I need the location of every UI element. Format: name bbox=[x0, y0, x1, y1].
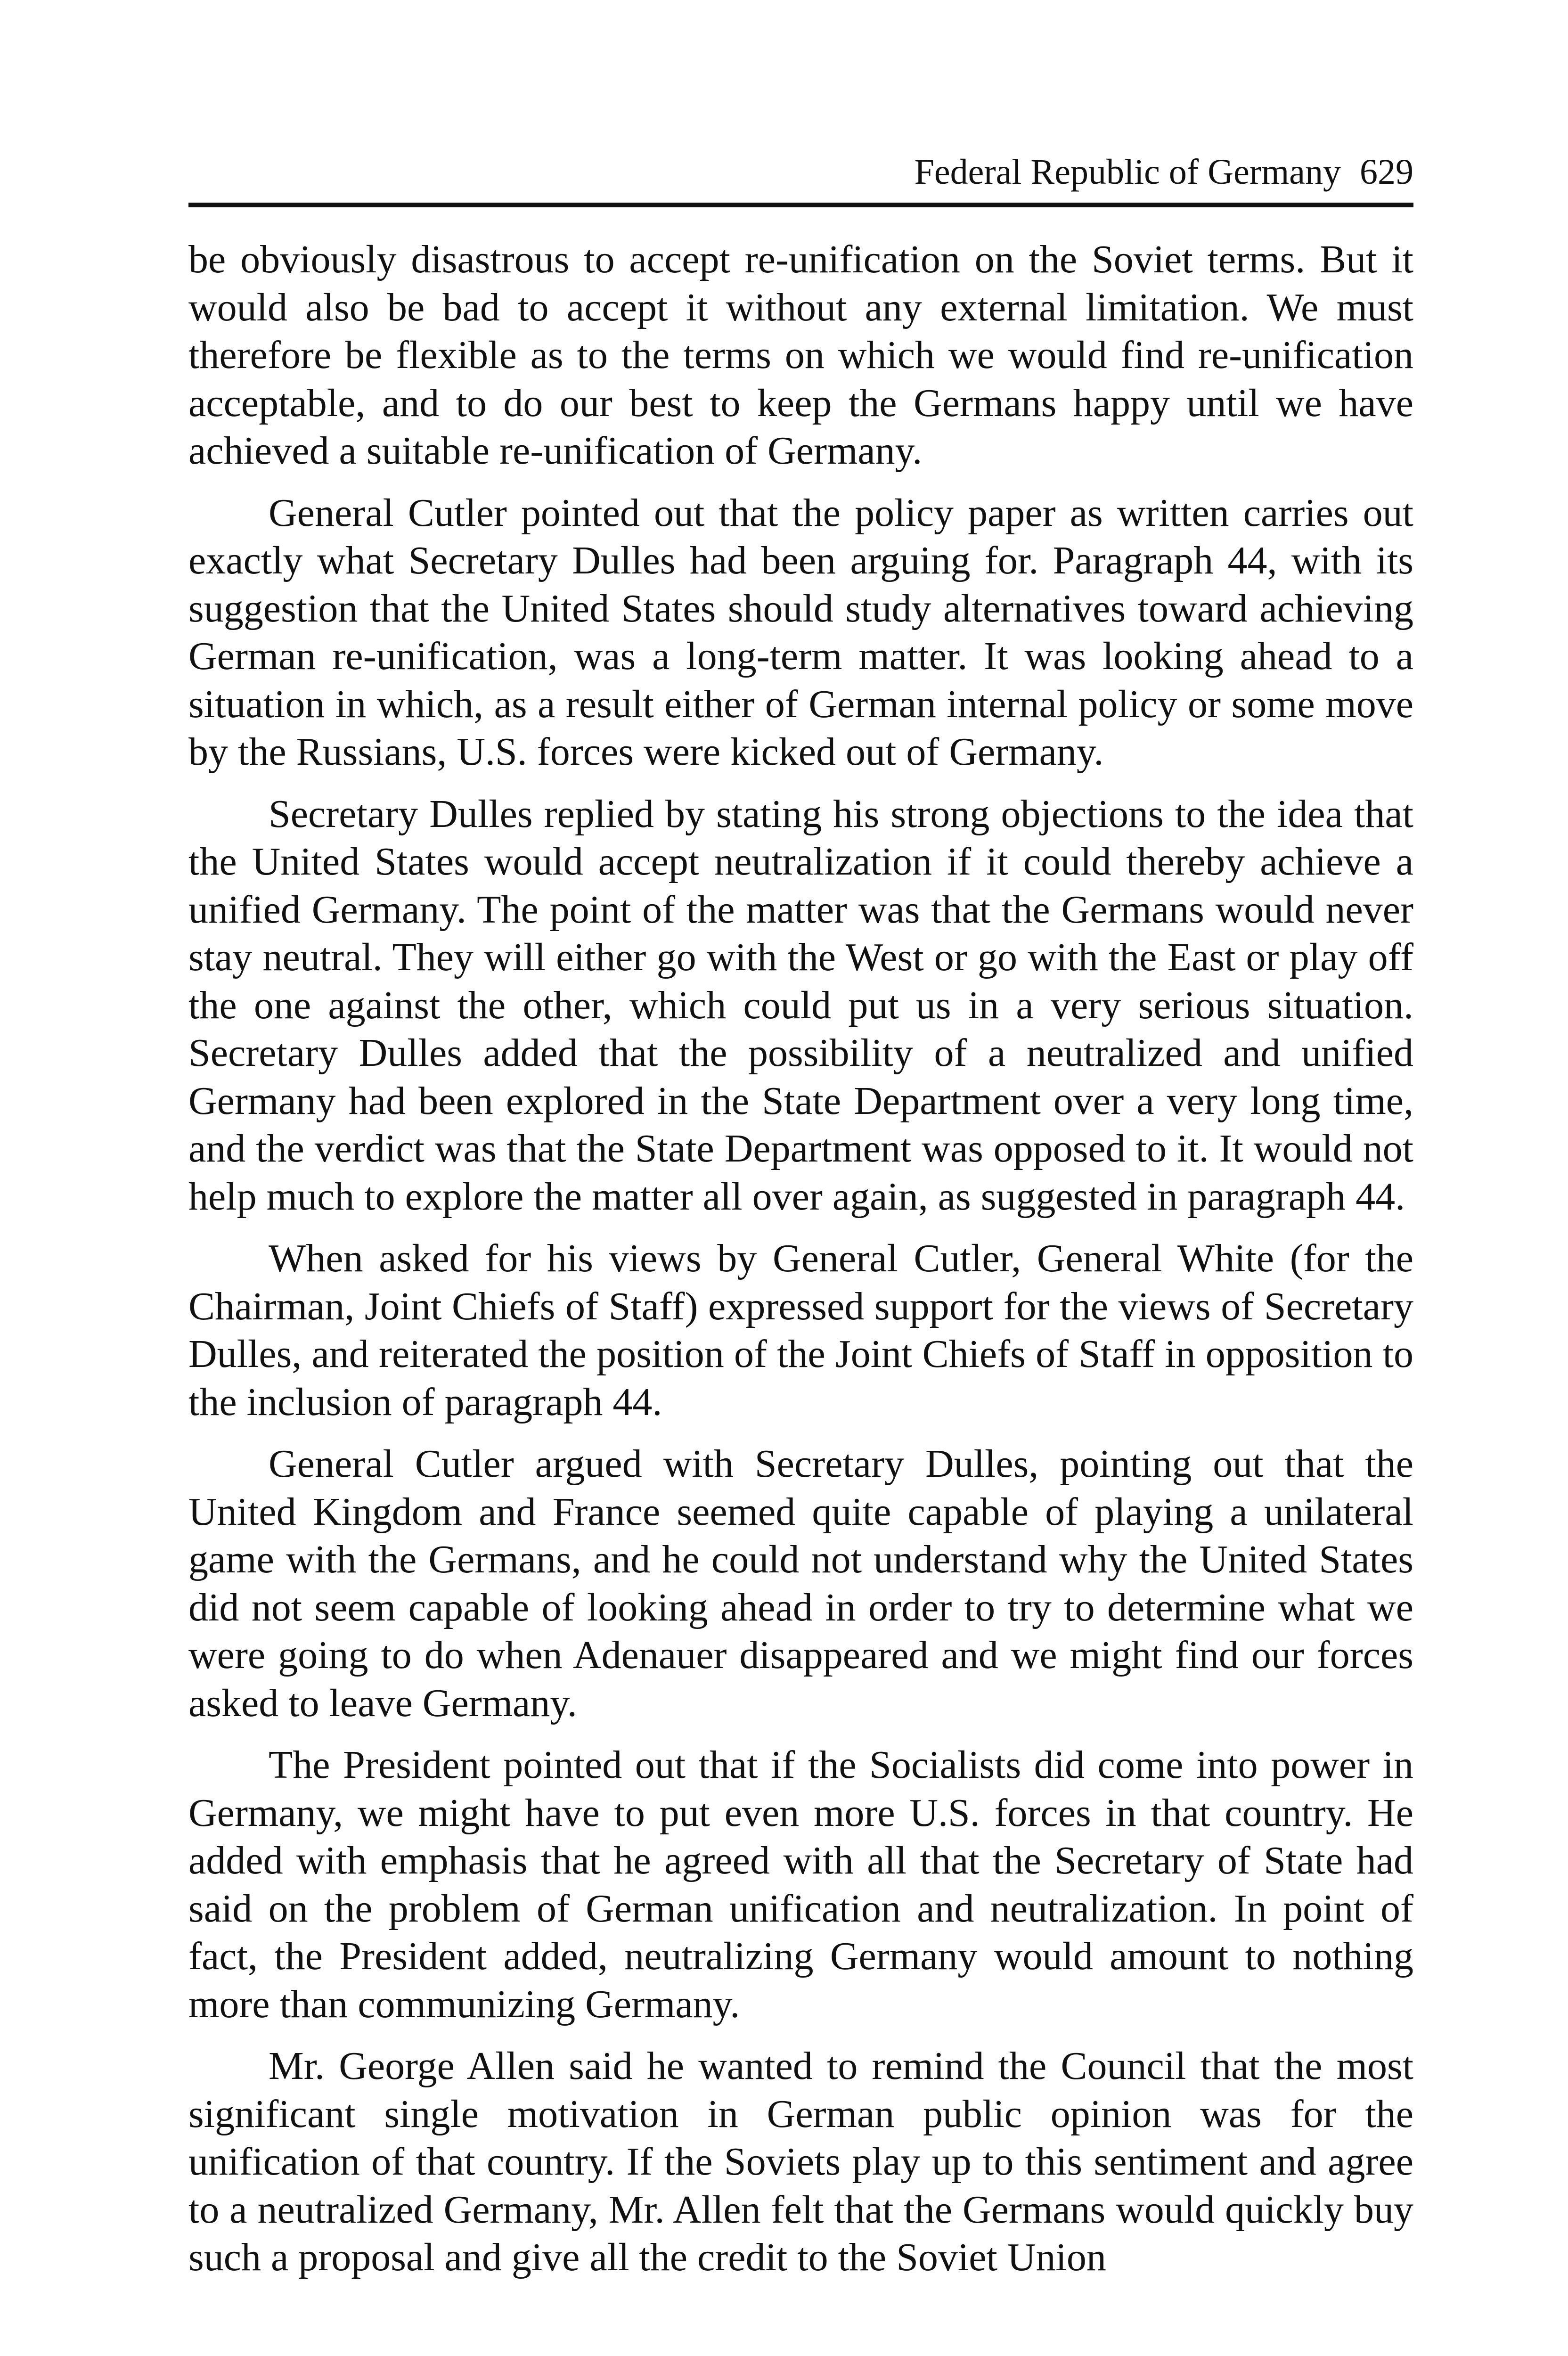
paragraph-general-white: When asked for his views by General Cutler, General White (for the Chairman, Joint Chiefs of Staff) expressed support for the views of Secretary Dulles, and reiterated the position of the Joint Chiefs of Staff in opposition to the inclusion of paragraph 44. bbox=[188, 1236, 1413, 1424]
paragraph-president: The President pointed out that if the Socialists did come into power in Germany, we might have to put even more U.S. forces in that country. He added with emphasis that he agreed with all that the Secretary of State had said on the problem of German unification and neutralization. In point of fact, the President added, neutralizing Germany would amount to nothing more than communizing Germany. bbox=[188, 1743, 1413, 2026]
running-title: Federal Republic of Germany bbox=[914, 152, 1341, 192]
body-text bbox=[188, 236, 1413, 2296]
paragraph-george-allen: Mr. George Allen said he wanted to remind the Council that the most significant single motivation in German public opinion was for the unification of that country. If the Soviets play up to this sentiment and agree to a neutralized Germany, Mr. Allen felt that the Germans would quickly buy such a proposal and give all the credit to the Soviet Union bbox=[188, 2044, 1413, 2279]
running-header bbox=[188, 146, 1413, 203]
paragraph-cutler-argument: General Cutler argued with Secretary Dulles, pointing out that the United Kingdom and France seemed quite capable of playing a unilateral game with the Germans, and he could not understand why the United States did not seem capable of looking ahead in order to try to determine what we were going to do when Adenauer disappeared and we might find our forces asked to leave Germany. bbox=[188, 1442, 1413, 1725]
header-rule bbox=[188, 203, 1413, 207]
paragraph-dulles-objections: Secretary Dulles replied by stating his strong objections to the idea that the United States would accept neutralization if it could thereby achieve a unified Germany. The point of the matter was that the Germans would never stay neutral. They will either go with the West or go with the East or play off the one against the other, which could put us in a very serious situation. Secretary Dulles added that the possibility of a neutralized and unified Germany had been explored in the State Department over a very long time, and the verdict was that the State Department was opposed to it. It would not help much to explore the matter all over again, as suggested in paragraph 44. bbox=[188, 792, 1413, 1219]
paragraph-continuation: be obviously disastrous to accept re-unification on the Soviet terms. But it would also be bad to accept it without any external limitation. We must therefore be flexible as to the terms on which we would find re-unification acceptable, and to do our best to keep the Germans happy until we have achieved a suitable re-unification of Germany. bbox=[188, 237, 1413, 473]
paragraph-cutler-policy-paper: General Cutler pointed out that the policy paper as written carries out exactly what Secretary Dulles had been arguing for. Paragraph 44, with its suggestion that the United States should study alternatives toward achieving German re-unification, was a long-term matter. It was looking ahead to a situation in which, as a result either of German internal policy or some move by the Russians, U.S. forces were kicked out of Germany. bbox=[188, 491, 1413, 774]
page-number: 629 bbox=[1360, 152, 1413, 192]
